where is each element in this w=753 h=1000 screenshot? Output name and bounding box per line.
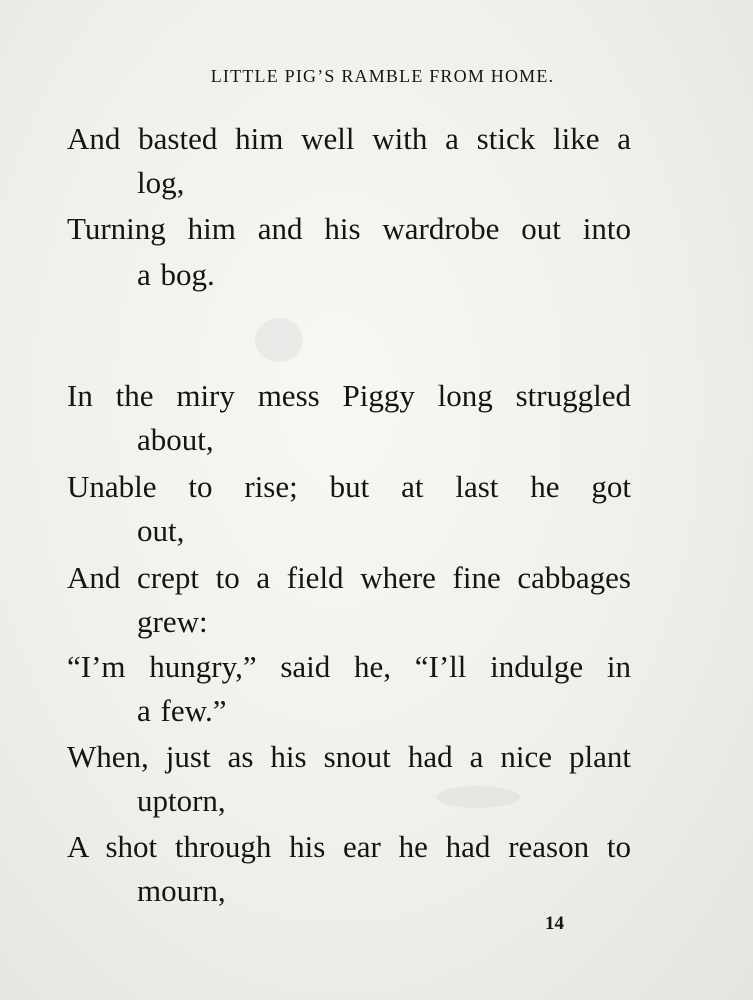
verse-line-continuation: grew: — [137, 604, 208, 639]
verse-line-continuation: about, — [137, 422, 214, 457]
verse-line-continuation: a bog. — [137, 257, 215, 292]
verse-line-continuation: uptorn, — [137, 783, 226, 818]
verse-line: “I’m hungry,” said he, “I’ll indulge in — [67, 649, 631, 684]
running-head: LITTLE PIG’S RAMBLE FROM HOME. — [210, 66, 555, 86]
paper-stain — [436, 786, 520, 808]
page-number: 14 — [545, 913, 564, 934]
verse-line-continuation: out, — [137, 513, 185, 548]
verse-line: And crept to a field where fine cabbages — [67, 560, 631, 595]
paper-stain — [255, 318, 303, 362]
verse-line: When, just as his snout had a nice plant — [67, 739, 631, 774]
verse-line-continuation: log, — [137, 165, 185, 200]
verse-line-continuation: a few.” — [137, 693, 227, 728]
verse-line: A shot through his ear he had reason to — [67, 829, 631, 864]
verse-line: In the miry mess Piggy long struggled — [67, 378, 631, 413]
verse-line: Turning him and his wardrobe out into — [67, 211, 631, 246]
verse-line: And basted him well with a stick like a — [67, 121, 631, 156]
verse-line: Unable to rise; but at last he got — [67, 469, 631, 504]
verse-line-continuation: mourn, — [137, 873, 226, 908]
